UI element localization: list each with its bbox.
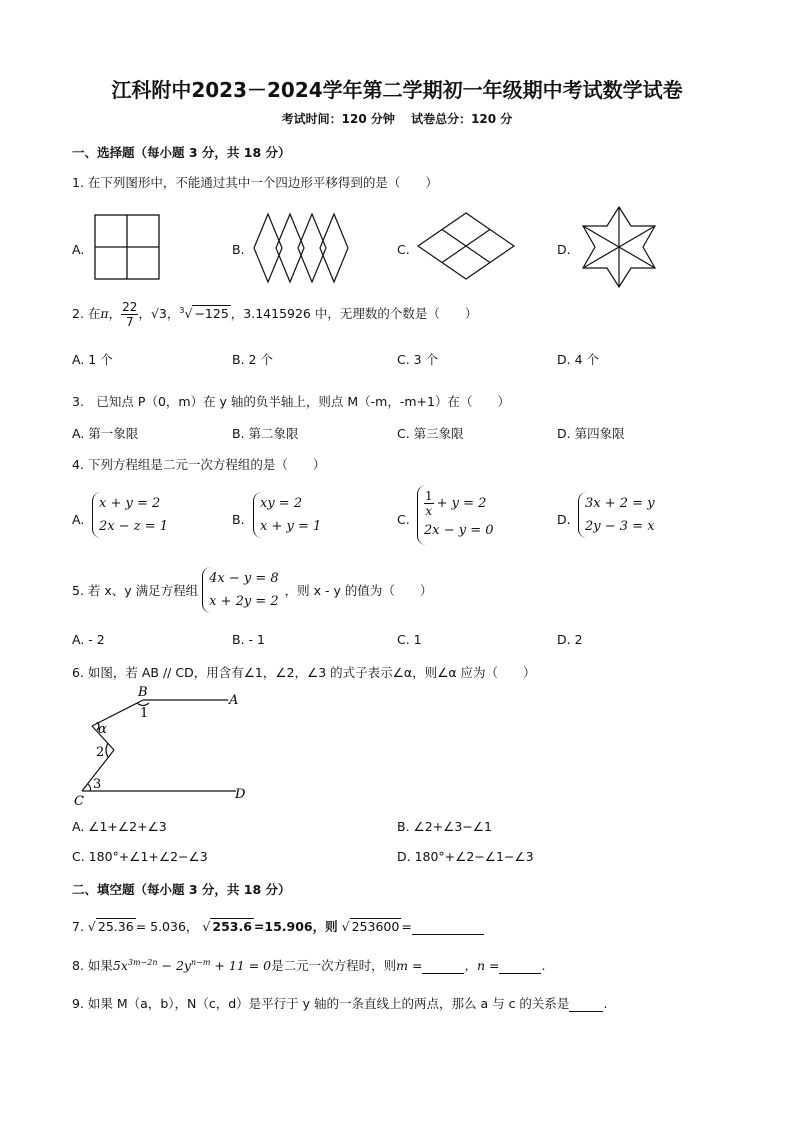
question-4-text: 4. 下列方程组是二元一次方程组的是（ ） (72, 457, 326, 472)
q1-figure-d-star (575, 205, 663, 289)
q2-cbrt-radicand: −125 (194, 306, 229, 321)
q2-option-a: A. 1 个 (72, 352, 113, 367)
question-1-text: 1. 在下列图形中，不能通过其中一个四边形平移得到的是（ ） (72, 175, 438, 190)
q8-mid: 是二元一次方程时，则 (271, 958, 397, 973)
q3-option-d: D. 第四象限 (557, 426, 625, 441)
q6-option-c: C. 180°+∠1+∠2−∠3 (72, 849, 208, 864)
q2-fraction-num: 22 (122, 300, 138, 314)
q5-option-c: C. 1 (397, 632, 422, 647)
q7-radicand-1: 25.36 (97, 919, 134, 934)
q7-eq-2: =15.906，则 (253, 919, 338, 934)
question-9-text (72, 994, 607, 1012)
q4-option-c-label: C. (397, 512, 410, 527)
q4-option-a-system (92, 492, 170, 538)
q5-eq2: x + 2y = 2 (209, 594, 279, 609)
q1-figure-a-grid (94, 214, 162, 282)
q1-figure-c-diamond (416, 211, 518, 281)
q4-option-d-label: D. (557, 512, 571, 527)
q9-body: 9. 如果 M（a，b），N（c，d）是平行于 y 轴的一条直线上的两点，那么 a 与 c 的关系是 (72, 996, 570, 1011)
q1-option-b-label: B. (232, 242, 245, 257)
question-8-text (72, 956, 545, 974)
q4-d-eq2: 2y − 3 = x (585, 519, 655, 534)
q5-option-b: B. - 1 (232, 632, 265, 647)
exam-info: 考试时间：120 分钟 试卷总分：120 分 (281, 112, 513, 126)
q2-fraction-den: 7 (125, 315, 134, 329)
q2-fraction (121, 300, 138, 329)
section-choice-title: 一、选择题（每小题 3 分，共 18 分） (72, 145, 291, 160)
q8-prefix: 8. 如果 (72, 958, 113, 973)
q8-n-blank[interactable] (499, 958, 541, 974)
q6-label-a: A (229, 693, 239, 708)
q4-c-eq2: 2x − y = 0 (424, 523, 494, 538)
q1-option-a-label: A. (72, 242, 85, 257)
q2-suffix: ，3.1415926 中，无理数的个数是（ ） (230, 306, 478, 321)
question-3-text: 3. 已知点 P（0，m）在 y 轴的负半轴上，则点 M（-m，-m+1）在（ ） (72, 394, 510, 409)
q5-eq1: 4x − y = 8 (209, 571, 279, 586)
q7-prefix: 7. (72, 919, 84, 934)
q7-eq-3: = (401, 919, 412, 934)
q4-b-eq1: xy = 2 (260, 496, 303, 511)
q8-m-eq: m = (396, 958, 423, 973)
q2-pi: π (100, 306, 109, 321)
q2-option-c: C. 3 个 (397, 352, 439, 367)
q5-suffix: ，则 x - y 的值为（ ） (284, 583, 433, 598)
q8-expr-b: − 2y (157, 958, 191, 973)
q8-exp-a: 3m−2n (127, 957, 158, 967)
q1-option-c-label: C. (397, 242, 410, 257)
q4-option-a-label: A. (72, 512, 85, 527)
q2-prefix: 2. 在 (72, 306, 101, 321)
q4-c-frac (424, 489, 434, 518)
q8-expr-c: + 11 = 0 (210, 958, 272, 973)
q7-answer-blank[interactable] (412, 919, 484, 935)
q6-option-a: A. ∠1+∠2+∠3 (72, 819, 167, 834)
q8-end: . (541, 958, 546, 973)
q1-option-d-label: D. (557, 242, 571, 257)
q9-end: . (603, 996, 608, 1011)
q4-c-frac-num: 1 (425, 488, 433, 503)
q6-option-d: D. 180°+∠2−∠1−∠3 (397, 849, 534, 864)
q2-option-d: D. 4 个 (557, 352, 599, 367)
q5-option-a: A. - 2 (72, 632, 105, 647)
q6-label-alpha: α (98, 722, 107, 737)
q6-option-b: B. ∠2+∠3−∠1 (397, 819, 492, 834)
q4-option-b-label: B. (232, 512, 245, 527)
q8-m-blank[interactable] (422, 958, 464, 974)
q7-radicand-2: 253.6 (212, 919, 252, 934)
q8-n-eq: ，n = (464, 958, 500, 973)
q4-option-b-system (253, 492, 323, 538)
q3-option-a: A. 第一象限 (72, 426, 139, 441)
q4-c-frac-den: x (425, 503, 433, 518)
q6-label-2: 2 (96, 745, 105, 760)
q7-radicand-3: 253600 (351, 919, 400, 934)
q2-sqrt3: √3 (150, 306, 167, 321)
q6-label-d: D (235, 787, 246, 802)
section-fill-title: 二、填空题（每小题 3 分，共 18 分） (72, 882, 291, 897)
question-6-text: 6. 如图，若 AB // CD，用含有∠1，∠2，∠3 的式子表示∠α，则∠α 应为（ ） (72, 665, 536, 680)
q4-b-eq2: x + y = 1 (260, 519, 322, 534)
q6-label-c: C (74, 794, 84, 809)
exam-title: 江科附中2023－2024学年第二学期初一年级期中考试数学试卷 (111, 78, 683, 102)
question-5-text (72, 567, 432, 613)
question-7-text: 7. √ 25.36 = 5.036， √ 253.6 =15.906，则 √ 253600 = (72, 917, 484, 935)
q2-cbrt-index: 3 (179, 305, 185, 315)
q4-option-c-system (417, 485, 496, 545)
q3-option-c: C. 第三象限 (397, 426, 464, 441)
q6-figure (70, 684, 260, 810)
q3-option-b: B. 第二象限 (232, 426, 299, 441)
q6-label-3: 3 (93, 777, 102, 792)
q9-answer-blank[interactable] (569, 996, 603, 1012)
q5-option-d: D. 2 (557, 632, 583, 647)
q5-prefix: 5. 若 x、y 满足方程组 (72, 583, 199, 598)
q6-label-1: 1 (140, 706, 149, 721)
q1-figure-b-rhombi (252, 212, 356, 284)
q2-option-b: B. 2 个 (232, 352, 273, 367)
q4-option-d-system (578, 492, 657, 538)
q4-a-eq2: 2x − z = 1 (99, 519, 169, 534)
q8-exp-b: n−m (190, 957, 211, 967)
q4-d-eq1: 3x + 2 = y (585, 496, 655, 511)
question-2-text: 2. 在π， $\frac{22}{7}$ ，√3，$^3$√ −125 ，3.1415926 中，无理数的个数是（ ） (72, 300, 478, 329)
q7-eq-1: = 5.036， (135, 919, 199, 934)
q8-expr-a: 5x (112, 958, 128, 973)
q4-a-eq1: x + y = 2 (99, 496, 161, 511)
q6-label-b: B (138, 685, 148, 700)
q4-c-eq1-rest: + y = 2 (436, 495, 487, 511)
